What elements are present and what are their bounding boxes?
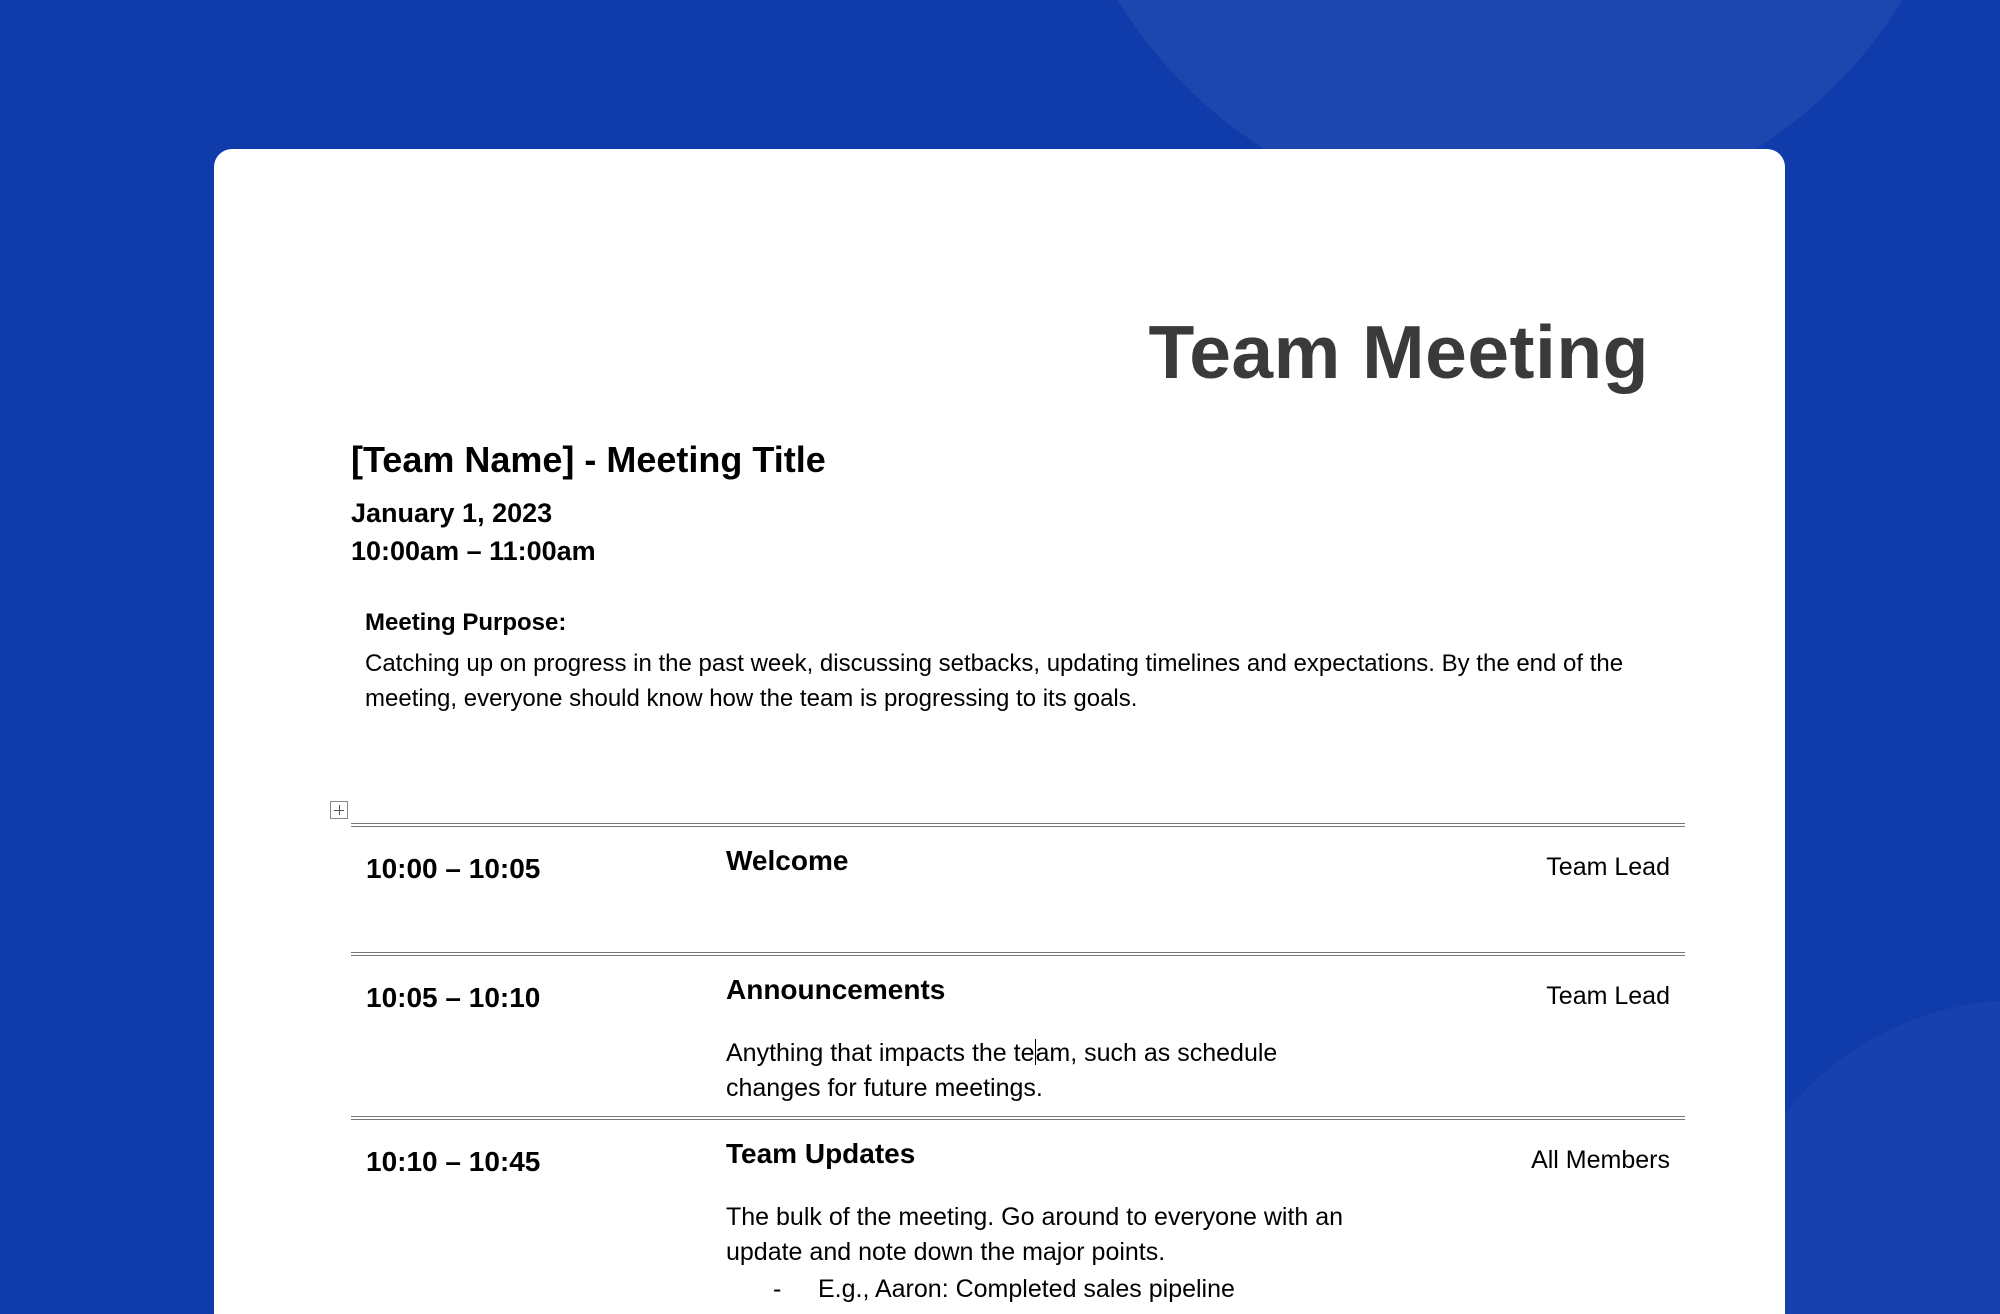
- agenda-description[interactable]: [726, 1036, 1326, 1106]
- meeting-date: January 1, 2023: [351, 498, 553, 528]
- meeting-title: [Team Name] - Meeting Title: [351, 439, 826, 480]
- purpose-label: Meeting Purpose:: [365, 609, 567, 636]
- agenda-row-team-updates: [351, 1116, 1685, 1314]
- agenda-topic: Team Updates: [726, 1138, 916, 1169]
- agenda-topic: Welcome: [726, 845, 849, 876]
- agenda-time: 10:05 – 10:10: [366, 982, 541, 1013]
- agenda-time: 10:00 – 10:05: [366, 853, 541, 884]
- agenda-row-announcements: [351, 952, 1685, 1119]
- bullet-text: E.g., Aaron: Completed sales pipeline: [818, 1275, 1235, 1303]
- meeting-time: 10:00am – 11:00am: [351, 536, 596, 566]
- bullet-dash: -: [773, 1275, 782, 1303]
- document-title: Team Meeting: [1148, 310, 1649, 394]
- purpose-text: Catching up on progress in the past week, discussing setbacks, updating timelines and expectations. By the end of the meeting, everyone should know how the team is progressing to its goals.: [365, 650, 1624, 712]
- agenda-row-welcome: [351, 823, 1685, 955]
- agenda-owner: Team Lead: [1546, 853, 1670, 881]
- move-table-icon[interactable]: [330, 801, 348, 819]
- agenda-topic: Announcements: [726, 974, 946, 1005]
- agenda-description[interactable]: The bulk of the meeting. Go around to everyone with an update and note down the major points.: [726, 1203, 1344, 1266]
- agenda-owner: All Members: [1531, 1146, 1670, 1174]
- document-page[interactable]: [214, 149, 1785, 1314]
- agenda-description-end: am, such as schedule changes for future meetings.: [726, 1039, 1278, 1102]
- agenda-owner: Team Lead: [1546, 982, 1670, 1010]
- agenda-description-start: Anything that impacts the te: [726, 1039, 1035, 1067]
- agenda-time: 10:10 – 10:45: [366, 1146, 541, 1177]
